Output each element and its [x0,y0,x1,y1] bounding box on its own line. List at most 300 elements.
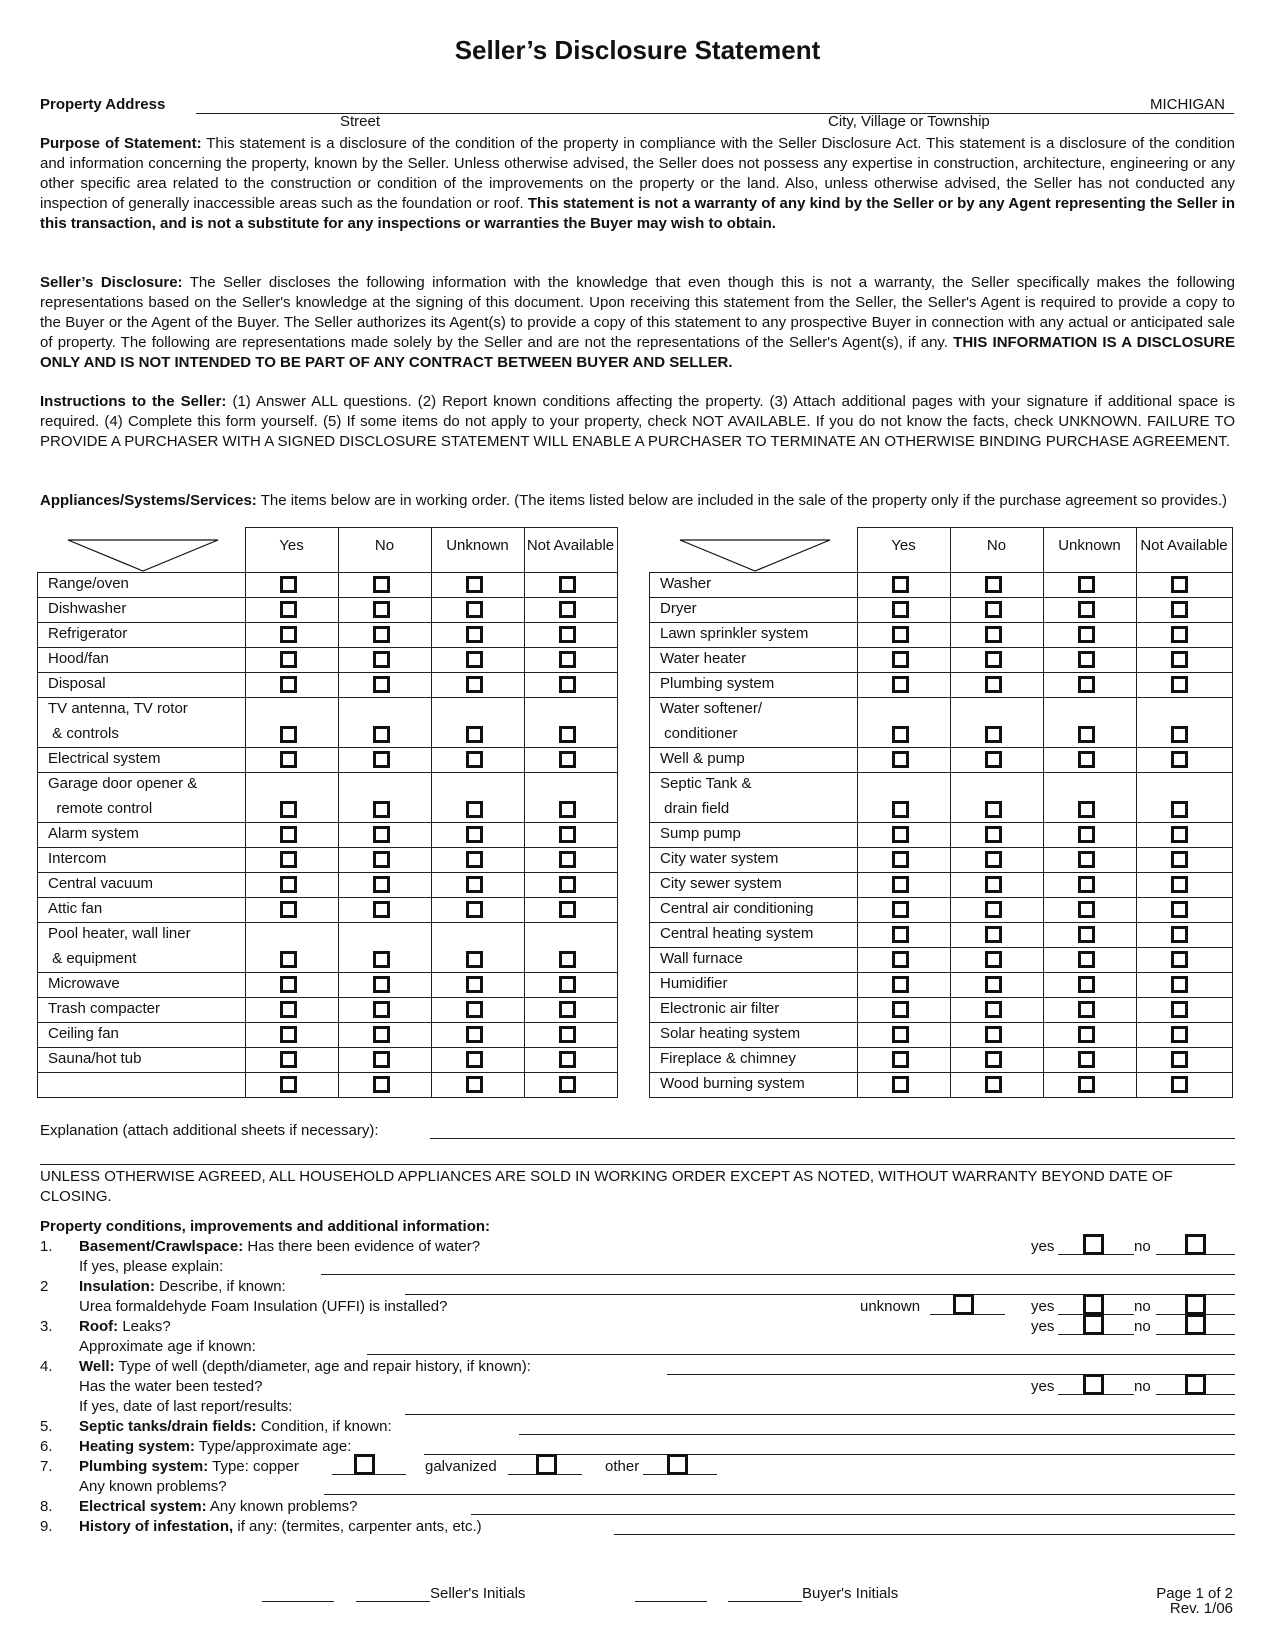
right-checkbox-not-available[interactable] [1171,876,1188,893]
right-checkbox-unknown[interactable] [1078,751,1095,768]
property-item-label: Septic tanks/drain fields: [79,1418,257,1435]
left-checkbox-yes[interactable] [280,851,297,868]
instructions-paragraph [40,392,1235,452]
property-item-text [79,1358,531,1375]
right-appliance-label: Humidifier [660,975,728,992]
right-checkbox-no[interactable] [985,901,1002,918]
property-item-label: Well: [79,1358,115,1375]
right-checkbox-no[interactable] [985,801,1002,818]
right-checkbox-not-available[interactable] [1171,926,1188,943]
property-item-question: Any known problems? [209,1498,358,1515]
right-header-unknown: Unknown [1058,537,1121,554]
property-item-number: 9. [40,1518,53,1535]
property-item-number: 8. [40,1498,53,1515]
right-checkbox-not-available[interactable] [1171,751,1188,768]
right-checkbox-no[interactable] [985,876,1002,893]
right-checkbox-no[interactable] [985,926,1002,943]
city-caption: City, Village or Township [828,113,990,130]
property-item-question: Type/approximate age: [198,1438,352,1455]
right-appliance-label: Septic Tank & [660,775,752,792]
right-appliance-label: Water softener/ [660,700,762,717]
right-checkbox-not-available[interactable] [1171,576,1188,593]
left-checkbox-not-available[interactable] [559,751,576,768]
right-appliance-label: Dryer [660,600,697,617]
explanation-input[interactable] [430,1138,1235,1139]
left-checkbox-unknown[interactable] [466,751,483,768]
left-checkbox-unknown[interactable] [466,826,483,843]
right-checkbox-unknown[interactable] [1078,926,1095,943]
property-item-question: Describe, if known: [159,1278,286,1295]
right-checkbox-yes[interactable] [892,576,909,593]
left-checkbox-no[interactable] [373,651,390,668]
street-caption: Street [340,113,381,130]
yes-checkbox[interactable] [1083,1374,1104,1395]
left-checkbox-unknown[interactable] [466,726,483,743]
property-item-number: 7. [40,1458,53,1475]
property-item-question: Type: copper [212,1458,299,1475]
right-appliance-label: Water heater [660,650,747,667]
no-checkbox[interactable] [1185,1234,1206,1255]
other-label: other [605,1458,640,1475]
right-checkbox-not-available[interactable] [1171,851,1188,868]
left-checkbox-unknown[interactable] [466,801,483,818]
property-item-text [79,1518,482,1535]
right-checkbox-no[interactable] [985,601,1002,618]
left-checkbox-not-available[interactable] [559,876,576,893]
left-appliance-label: Hood/fan [48,650,109,667]
right-checkbox-yes[interactable] [892,826,909,843]
property-item-text [79,1278,286,1295]
left-appliance-label: Trash compacter [48,1000,160,1017]
left-checkbox-no[interactable] [373,1026,390,1043]
left-checkbox-unknown[interactable] [466,901,483,918]
left-checkbox-no[interactable] [373,851,390,868]
copper-checkbox[interactable] [354,1454,375,1475]
right-checkbox-unknown[interactable] [1078,1026,1095,1043]
purpose-text: This statement is a disclosure of the condition of the property in compliance with the Seller Disclosure Act. This statement is a disclosure of the condition and information concerning the property, known by the Seller. Unless otherwise advised, the Seller does not possess any expertise in construction, architecture, engineering or any other specific area related to the construction or condition of the improvements on the property or the land. Also, unless otherwise advised, the Seller has not conducted any inspection of generally inaccessible areas such as the foundation or roof. [40,135,1235,212]
right-checkbox-not-available[interactable] [1171,901,1188,918]
property-answer-input[interactable] [667,1374,1235,1375]
left-checkbox-yes[interactable] [280,1051,297,1068]
right-appliance-label: Well & pump [660,750,745,767]
right-appliance-label: Electronic air filter [660,1000,780,1017]
left-appliance-label: Refrigerator [48,625,128,642]
left-appliance-label: Dishwasher [48,600,127,617]
right-checkbox-no[interactable] [985,751,1002,768]
seller-initials-input-1[interactable] [262,1601,334,1602]
appliances-label: Appliances/Systems/Services: [40,492,257,509]
right-checkbox-no[interactable] [985,676,1002,693]
right-checkbox-no[interactable] [985,651,1002,668]
left-checkbox-yes[interactable] [280,1076,297,1093]
left-checkbox-yes[interactable] [280,651,297,668]
left-checkbox-no[interactable] [373,626,390,643]
left-checkbox-no[interactable] [373,726,390,743]
left-checkbox-unknown[interactable] [466,876,483,893]
right-checkbox-no[interactable] [985,1051,1002,1068]
unknown-checkbox[interactable] [953,1294,974,1315]
explanation-input-line-2[interactable] [40,1164,1235,1165]
purpose-paragraph [40,134,1235,234]
property-item-number: 3. [40,1318,53,1335]
seller-initials-label: Seller's Initials [430,1585,526,1602]
no-label: no [1134,1238,1151,1255]
property-item-text [79,1438,351,1455]
yes-checkbox[interactable] [1083,1314,1104,1335]
property-item-number: 4. [40,1358,53,1375]
left-checkbox-unknown[interactable] [466,851,483,868]
left-checkbox-yes[interactable] [280,901,297,918]
right-header-not-available: Not Available [1140,537,1228,554]
property-item-question: Condition, if known: [260,1418,392,1435]
other-checkbox[interactable] [667,1454,688,1475]
right-checkbox-unknown[interactable] [1078,626,1095,643]
property-answer-input[interactable] [367,1354,1235,1355]
left-checkbox-not-available[interactable] [559,601,576,618]
left-checkbox-not-available[interactable] [559,1026,576,1043]
explanation-label: Explanation (attach additional sheets if necessary): [40,1122,379,1139]
right-checkbox-yes[interactable] [892,951,909,968]
property-item-question: Has there been evidence of water? [247,1238,481,1255]
right-checkbox-no[interactable] [985,576,1002,593]
property-item-label: Roof: [79,1318,119,1335]
right-checkbox-unknown[interactable] [1078,651,1095,668]
property-item-label: Heating system: [79,1438,195,1455]
left-checkbox-no[interactable] [373,826,390,843]
no-checkbox[interactable] [1185,1294,1206,1315]
no-label: no [1134,1378,1151,1395]
right-checkbox-yes[interactable] [892,851,909,868]
property-answer-input[interactable] [324,1494,1235,1495]
right-checkbox-unknown[interactable] [1078,576,1095,593]
right-checkbox-yes[interactable] [892,801,909,818]
right-checkbox-yes[interactable] [892,601,909,618]
state-label: MICHIGAN [1150,96,1225,113]
right-checkbox-unknown[interactable] [1078,876,1095,893]
left-checkbox-yes[interactable] [280,576,297,593]
property-item-number: 6. [40,1438,53,1455]
property-item-label: History of infestation, [79,1518,234,1535]
right-checkbox-unknown[interactable] [1078,951,1095,968]
property-item-text [79,1458,299,1475]
right-appliance-label: conditioner [660,725,738,742]
yes-checkbox[interactable] [1083,1234,1104,1255]
left-checkbox-no[interactable] [373,876,390,893]
property-item-text [79,1298,447,1315]
left-appliance-label: Central vacuum [48,875,154,892]
property-item-label: Electrical system: [79,1498,207,1515]
property-item-question: if any: (termites, carpenter ants, etc.) [237,1518,482,1535]
left-checkbox-yes[interactable] [280,951,297,968]
no-checkbox[interactable] [1185,1314,1206,1335]
property-answer-input[interactable] [321,1274,1235,1275]
right-checkbox-unknown[interactable] [1078,976,1095,993]
right-checkbox-yes[interactable] [892,1026,909,1043]
right-checkbox-yes[interactable] [892,726,909,743]
left-checkbox-not-available[interactable] [559,1051,576,1068]
right-checkbox-not-available[interactable] [1171,626,1188,643]
property-item-question: Leaks? [122,1318,171,1335]
buyer-initials-label: Buyer's Initials [802,1585,899,1602]
property-item-question: Approximate age if known: [79,1338,256,1355]
left-appliance-label: Microwave [48,975,120,992]
property-item-number: 1. [40,1238,53,1255]
left-checkbox-not-available[interactable] [559,851,576,868]
instructions-label: Instructions to the Seller: [40,393,227,410]
left-checkbox-yes[interactable] [280,676,297,693]
property-row [40,1318,1235,1338]
left-appliance-label: Attic fan [48,900,103,917]
left-checkbox-unknown[interactable] [466,976,483,993]
property-answer-input[interactable] [614,1534,1235,1535]
left-checkbox-not-available[interactable] [559,576,576,593]
property-answer-input[interactable] [519,1434,1235,1435]
left-checkbox-no[interactable] [373,801,390,818]
property-item-text [79,1318,171,1335]
property-item-label: Plumbing system: [79,1458,209,1475]
right-header-no: No [986,537,1007,554]
page-title: Seller’s Disclosure Statement [454,35,821,65]
left-checkbox-no[interactable] [373,601,390,618]
right-checkbox-no[interactable] [985,726,1002,743]
property-item-text [79,1338,256,1355]
left-checkbox-unknown[interactable] [466,676,483,693]
right-checkbox-not-available[interactable] [1171,651,1188,668]
property-answer-input[interactable] [471,1514,1235,1515]
left-checkbox-no[interactable] [373,1001,390,1018]
property-item-label: Basement/Crawlspace: [79,1238,244,1255]
right-checkbox-unknown[interactable] [1078,1076,1095,1093]
left-appliance-label: remote control [48,800,153,817]
property-item-text [79,1238,480,1255]
left-checkbox-no[interactable] [373,751,390,768]
property-item-text [79,1258,223,1275]
left-header-no: No [374,537,395,554]
right-checkbox-not-available[interactable] [1171,1051,1188,1068]
right-checkbox-not-available[interactable] [1171,1026,1188,1043]
left-header-not-available: Not Available [526,537,615,554]
left-checkbox-yes[interactable] [280,1001,297,1018]
no-label: no [1134,1298,1151,1315]
left-checkbox-not-available[interactable] [559,1001,576,1018]
right-checkbox-no[interactable] [985,851,1002,868]
left-checkbox-no[interactable] [373,676,390,693]
seller-initials-input-2[interactable] [356,1601,430,1602]
yes-label: yes [1031,1378,1055,1395]
page-number: Page 1 of 2 [1156,1585,1233,1602]
right-checkbox-yes[interactable] [892,676,909,693]
right-checkbox-unknown[interactable] [1078,901,1095,918]
right-appliance-label: Plumbing system [660,675,775,692]
left-checkbox-unknown[interactable] [466,576,483,593]
left-appliance-label: TV antenna, TV rotor [48,700,188,717]
left-checkbox-unknown[interactable] [466,1001,483,1018]
left-checkbox-unknown[interactable] [466,601,483,618]
right-checkbox-not-available[interactable] [1171,976,1188,993]
right-checkbox-unknown[interactable] [1078,851,1095,868]
right-checkbox-no[interactable] [985,1001,1002,1018]
property-item-question: Any known problems? [79,1478,227,1495]
left-checkbox-yes[interactable] [280,976,297,993]
left-checkbox-unknown[interactable] [466,951,483,968]
right-checkbox-yes[interactable] [892,1001,909,1018]
left-checkbox-yes[interactable] [280,751,297,768]
left-appliance-label: Sauna/hot tub [48,1050,142,1067]
left-label-cell [37,1072,246,1098]
left-header-arrow-icon [66,538,220,574]
disclosure-paragraph [40,273,1235,373]
property-item-number: 2 [40,1278,49,1295]
left-checkbox-not-available[interactable] [559,901,576,918]
right-checkbox-yes[interactable] [892,976,909,993]
left-checkbox-unknown[interactable] [466,626,483,643]
left-checkbox-no[interactable] [373,901,390,918]
right-checkbox-yes[interactable] [892,1076,909,1093]
left-appliance-label: Electrical system [48,750,161,767]
right-checkbox-not-available[interactable] [1171,1001,1188,1018]
galvanized-checkbox[interactable] [536,1454,557,1475]
appliances-paragraph [40,491,1235,511]
right-checkbox-unknown[interactable] [1078,801,1095,818]
state-underline [1150,113,1234,114]
left-checkbox-not-available[interactable] [559,951,576,968]
left-checkbox-unknown[interactable] [466,1051,483,1068]
right-appliance-label: Central heating system [660,925,814,942]
property-answer-input[interactable] [405,1414,1235,1415]
right-checkbox-no[interactable] [985,826,1002,843]
left-header-yes: Yes [279,537,304,554]
left-appliance-label: & equipment [48,950,137,967]
buyer-initials-input-2[interactable] [728,1601,802,1602]
property-answer-input[interactable] [405,1294,1235,1295]
property-item-text [79,1398,292,1415]
property-heading: Property conditions, improvements and additional information: [40,1218,491,1235]
property-item-question: If yes, date of last report/results: [79,1398,293,1415]
disclosure-bold-text: THIS INFORMATION IS A DISCLOSURE ONLY AND IS NOT INTENDED TO BE PART OF ANY CONTRACT BETWEEN BUYER AND SELLER. [40,334,1236,371]
right-checkbox-unknown[interactable] [1078,826,1095,843]
right-appliance-label: Solar heating system [660,1025,801,1042]
left-checkbox-not-available[interactable] [559,651,576,668]
left-checkbox-no[interactable] [373,951,390,968]
purpose-label: Purpose of Statement: [40,135,202,152]
left-checkbox-yes[interactable] [280,801,297,818]
right-appliance-label: Washer [660,575,712,592]
buyer-initials-input-1[interactable] [635,1601,707,1602]
right-checkbox-no[interactable] [985,1026,1002,1043]
left-checkbox-not-available[interactable] [559,676,576,693]
right-appliance-label: drain field [660,800,730,817]
yes-label: yes [1031,1318,1055,1335]
left-checkbox-yes[interactable] [280,826,297,843]
property-address-label: Property Address [40,96,166,113]
right-checkbox-unknown[interactable] [1078,601,1095,618]
right-checkbox-not-available[interactable] [1171,801,1188,818]
left-checkbox-not-available[interactable] [559,1076,576,1093]
right-appliance-label: City water system [660,850,779,867]
right-checkbox-unknown[interactable] [1078,676,1095,693]
right-checkbox-yes[interactable] [892,651,909,668]
left-checkbox-yes[interactable] [280,876,297,893]
left-checkbox-not-available[interactable] [559,976,576,993]
unknown-label: unknown [860,1298,921,1315]
right-checkbox-yes[interactable] [892,926,909,943]
right-appliance-label: Fireplace & chimney [660,1050,796,1067]
property-item-question: If yes, please explain: [79,1258,224,1275]
yes-label: yes [1031,1298,1055,1315]
right-appliance-label: Wood burning system [660,1075,805,1092]
purpose-bold-text: This statement is not a warranty of any kind by the Seller or by any Agent representing the Seller in this transaction, and is not a substitute for any inspections or warranties the Buyer may wish to obtain. [40,195,1235,232]
left-checkbox-yes[interactable] [280,601,297,618]
left-checkbox-yes[interactable] [280,1026,297,1043]
left-checkbox-unknown[interactable] [466,1026,483,1043]
right-checkbox-no[interactable] [985,1076,1002,1093]
left-checkbox-not-available[interactable] [559,801,576,818]
property-item-text [79,1478,227,1495]
property-item-text [79,1378,262,1395]
unless-text: UNLESS OTHERWISE AGREED, ALL HOUSEHOLD APPLIANCES ARE SOLD IN WORKING ORDER EXCEPT AS NOTED, WITHOUT WARRANTY BEYOND DATE OF CLOSING. [40,1168,1173,1205]
right-checkbox-yes[interactable] [892,626,909,643]
right-appliance-label: Wall furnace [660,950,743,967]
yes-checkbox[interactable] [1083,1294,1104,1315]
property-item-text [79,1418,392,1435]
right-appliance-label: City sewer system [660,875,782,892]
left-checkbox-no[interactable] [373,1051,390,1068]
right-checkbox-not-available[interactable] [1171,601,1188,618]
left-checkbox-yes[interactable] [280,726,297,743]
right-checkbox-not-available[interactable] [1171,676,1188,693]
right-checkbox-not-available[interactable] [1171,951,1188,968]
right-checkbox-no[interactable] [985,951,1002,968]
right-header-arrow-icon [678,538,832,574]
left-appliance-label: Intercom [48,850,107,867]
property-item-question: Type of well (depth/diameter, age and repair history, if known): [118,1358,531,1375]
left-checkbox-not-available[interactable] [559,726,576,743]
right-checkbox-yes[interactable] [892,1051,909,1068]
right-checkbox-yes[interactable] [892,876,909,893]
left-appliance-label: Ceiling fan [48,1025,119,1042]
left-checkbox-not-available[interactable] [559,826,576,843]
left-appliance-label: Alarm system [48,825,139,842]
no-checkbox[interactable] [1185,1374,1206,1395]
property-item-text [79,1498,358,1515]
yes-label: yes [1031,1238,1055,1255]
right-checkbox-yes[interactable] [892,901,909,918]
property-item-label: Insulation: [79,1278,155,1295]
appliances-text: The items below are in working order. (The items listed below are included in the sale of the property only if the purchase agreement so provides.) [260,492,1228,509]
left-checkbox-unknown[interactable] [466,1076,483,1093]
left-checkbox-unknown[interactable] [466,651,483,668]
right-checkbox-unknown[interactable] [1078,1051,1095,1068]
property-item-number: 5. [40,1418,53,1435]
right-checkbox-not-available[interactable] [1171,726,1188,743]
right-checkbox-not-available[interactable] [1171,826,1188,843]
left-checkbox-yes[interactable] [280,626,297,643]
left-checkbox-no[interactable] [373,1076,390,1093]
right-checkbox-unknown[interactable] [1078,1001,1095,1018]
left-checkbox-not-available[interactable] [559,626,576,643]
right-checkbox-unknown[interactable] [1078,726,1095,743]
left-checkbox-no[interactable] [373,976,390,993]
right-checkbox-not-available[interactable] [1171,1076,1188,1093]
right-checkbox-no[interactable] [985,976,1002,993]
right-checkbox-no[interactable] [985,626,1002,643]
left-appliance-label: Disposal [48,675,106,692]
left-appliance-label: Garage door opener & [48,775,198,792]
revision: Rev. 1/06 [1169,1600,1233,1617]
left-checkbox-no[interactable] [373,576,390,593]
right-header-yes: Yes [891,537,916,554]
right-checkbox-yes[interactable] [892,751,909,768]
